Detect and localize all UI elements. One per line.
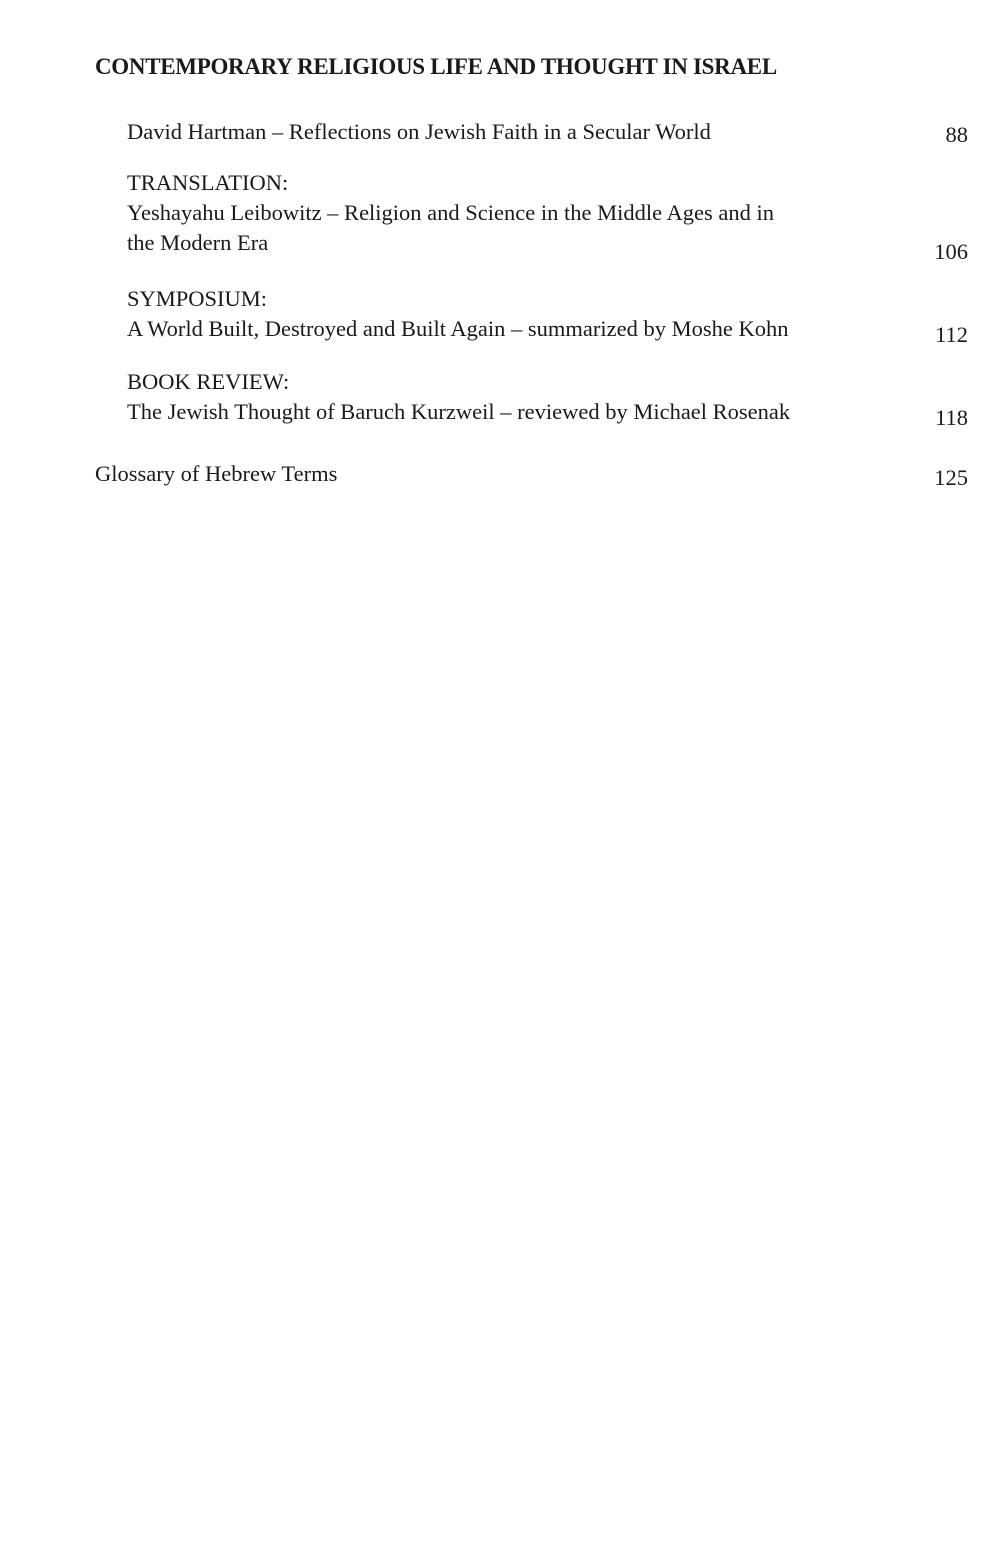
page-number: 125: [934, 465, 968, 490]
toc-entry-hartman: [127, 117, 711, 147]
toc-entry-glossary: [95, 459, 337, 489]
toc-entry-symposium: [127, 284, 788, 344]
page-number: 112: [935, 322, 968, 347]
toc-entry-translation: [127, 168, 774, 258]
entry-title: The Jewish Thought of Baruch Kurzweil – reviewed by Michael Rosenak: [127, 399, 791, 424]
page-number: 118: [935, 405, 968, 430]
page-number: 88: [945, 122, 968, 147]
entry-category: SYMPOSIUM:: [127, 286, 268, 311]
entry-title-line-2: the Modern Era: [127, 230, 269, 255]
entry-category: TRANSLATION:: [127, 170, 289, 195]
toc-entry-book-review: [127, 367, 790, 427]
entry-category: BOOK REVIEW:: [127, 369, 290, 394]
glossary-title: Glossary of Hebrew Terms: [95, 461, 338, 486]
page-number: 106: [934, 239, 968, 264]
section-heading: CONTEMPORARY RELIGIOUS LIFE AND THOUGHT IN ISRAEL: [95, 54, 777, 79]
entry-title-line-1: Yeshayahu Leibowitz – Religion and Science in the Middle Ages and in: [127, 200, 774, 225]
entry-title: A World Built, Destroyed and Built Again – summarized by Moshe Kohn: [127, 316, 789, 341]
entry-title: David Hartman – Reflections on Jewish Faith in a Secular World: [127, 119, 711, 144]
